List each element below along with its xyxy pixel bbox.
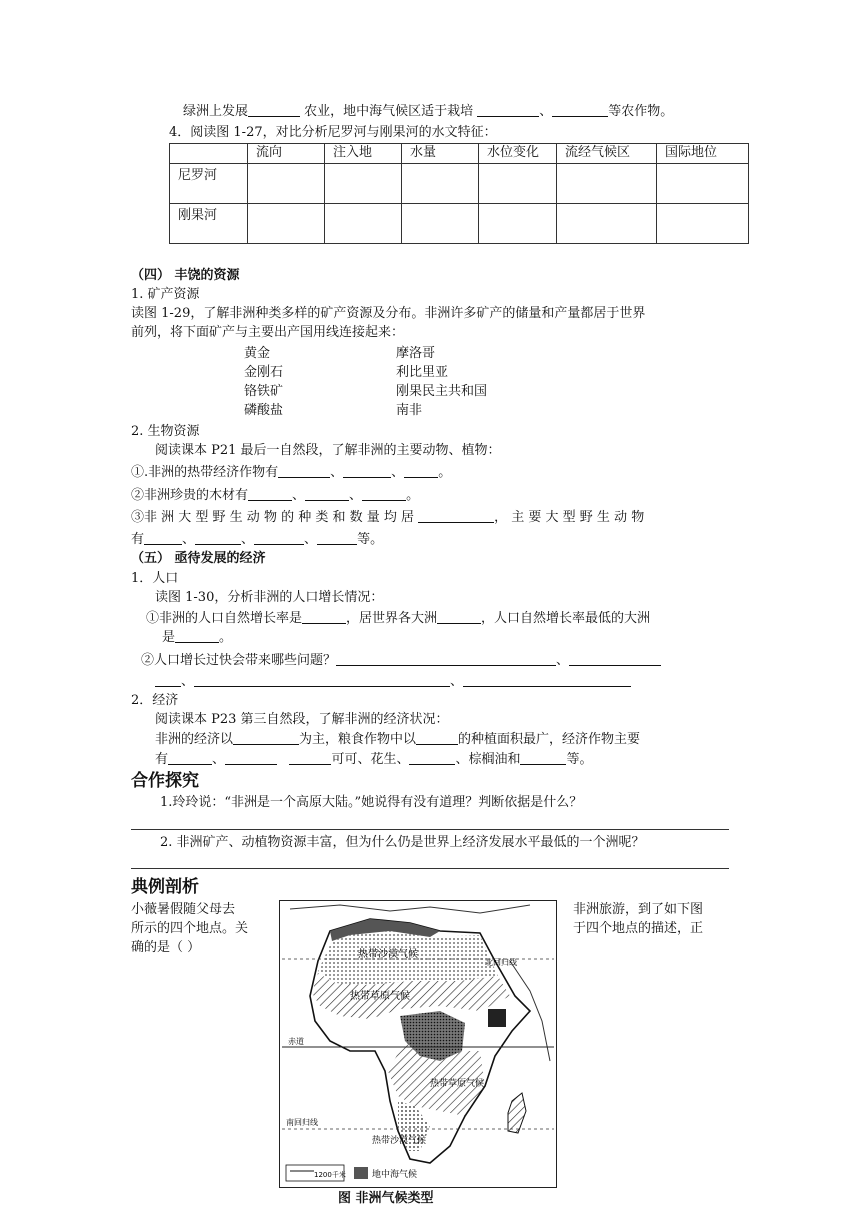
- blank-input[interactable]: [418, 509, 494, 523]
- figure-caption: 图 非洲气候类型: [338, 1191, 434, 1206]
- blank-input[interactable]: [477, 103, 539, 117]
- answer-line[interactable]: [131, 868, 729, 869]
- blank-input[interactable]: [437, 610, 481, 624]
- table-header-cell: 水量: [402, 144, 479, 164]
- country-item: 利比里亚: [396, 365, 449, 380]
- table-header-cell: 水位变化: [479, 144, 557, 164]
- text-fragment: ， 主 要 大 型 野 生 动 物: [494, 510, 645, 525]
- text-fragment: 等农作物。: [608, 104, 674, 119]
- table-cell[interactable]: [557, 164, 657, 204]
- section-title: （四） 丰饶的资源: [131, 268, 240, 283]
- circled-one-marker: ①: [131, 465, 145, 480]
- table-header-cell: [170, 144, 248, 164]
- bio-question-3-cont: 有 、 、 、 等。: [131, 532, 384, 547]
- example-text: 小薇暑假随父母去: [131, 902, 236, 917]
- text-fragment: ，人口自然增长率最低的大洲: [481, 611, 651, 626]
- subheading: 1．人口: [131, 571, 179, 586]
- economy-line-2: 有 、 可可、花生、 、棕榈油和 等。: [155, 752, 593, 767]
- blank-input[interactable]: [155, 673, 181, 687]
- population-question-1-cont: 是 。: [162, 630, 233, 645]
- mineral-item: 磷酸盐: [244, 403, 284, 418]
- circled-two-marker: ②: [141, 653, 155, 668]
- blank-input[interactable]: [343, 464, 391, 478]
- bio-question-3: [131, 509, 644, 527]
- bio-question-1: ①.非洲的热带经济作物有 、 、 。: [131, 465, 452, 480]
- example-text: 所示的四个地点。关: [131, 921, 249, 936]
- blank-input[interactable]: [409, 751, 455, 765]
- text-fragment: ，居世界各大洲: [346, 611, 438, 626]
- text-fragment: 绿洲上发展: [183, 104, 249, 119]
- blank-input[interactable]: [248, 487, 292, 501]
- text-fragment: 非洲珍贵的木材有: [144, 488, 249, 503]
- table-row-label: 刚果河: [170, 204, 248, 244]
- blank-input[interactable]: [195, 531, 241, 545]
- text-fragment: 有: [131, 532, 145, 547]
- blank-input[interactable]: [416, 731, 458, 745]
- desert-label-south: 热带沙漠气候: [372, 1136, 427, 1146]
- blank-input[interactable]: [225, 751, 277, 765]
- circled-two-marker: ②: [131, 488, 145, 503]
- text-fragment: 、: [539, 104, 553, 119]
- text-fragment: 是: [162, 630, 176, 645]
- table-cell[interactable]: [402, 204, 479, 244]
- madagascar: [508, 1093, 526, 1133]
- text-fragment: 非 洲 大 型 野 生 动 物 的 种 类 和 数 量 均 居: [144, 510, 419, 525]
- legend-swatch: [354, 1167, 368, 1179]
- tropic-south-label: 南回归线: [286, 1118, 318, 1127]
- country-item: 摩洛哥: [396, 346, 436, 361]
- text-fragment: 非洲的经济以: [155, 732, 234, 747]
- text-fragment: 农业，地中海气候区适于栽培: [300, 104, 478, 119]
- equator-label: 赤道: [288, 1037, 304, 1046]
- table-header-cell: 注入地: [325, 144, 402, 164]
- desert-label-north: 热带沙漠气候: [358, 949, 418, 960]
- blank-input[interactable]: [569, 652, 661, 666]
- text-fragment: 等。: [566, 752, 593, 767]
- mineral-item: 金刚石: [244, 365, 284, 380]
- paragraph: 阅读课本 P23 第三自然段，了解非洲的经济状况：: [155, 712, 449, 727]
- subheading: 2．经济: [131, 693, 179, 708]
- population-question-2: ②人口增长过快会带来哪些问题？ 、: [141, 652, 661, 670]
- country-item: 刚果民主共和国: [396, 384, 488, 399]
- blank-input[interactable]: [362, 487, 406, 501]
- section-title: （五） 亟待发展的经济: [131, 551, 266, 566]
- text-fragment: 为主，粮食作物中以: [299, 732, 417, 747]
- table-cell[interactable]: [479, 204, 557, 244]
- subheading: 2. 生物资源: [131, 424, 200, 439]
- paragraph: 读图 1-29，了解非洲种类多样的矿产资源及分布。非洲许多矿产的储量和产量都居于世界: [131, 306, 646, 321]
- subheading: 1. 矿产资源: [131, 287, 200, 302]
- blank-input[interactable]: [336, 652, 556, 666]
- table-header-cell: 流经气候区: [557, 144, 657, 164]
- example-text: 非洲旅游，到了如下图: [573, 902, 704, 917]
- mineral-item: 黄金: [244, 346, 271, 361]
- blank-input[interactable]: [404, 464, 438, 478]
- savanna-label: 热带草原气候: [350, 991, 410, 1002]
- answer-line[interactable]: [131, 829, 729, 830]
- table-header-cell: 国际地位: [657, 144, 749, 164]
- africa-map-drawing: [280, 901, 556, 1187]
- circled-three-marker: ③: [131, 510, 145, 525]
- text-fragment: 、棕榈油和: [455, 752, 521, 767]
- blank-input[interactable]: [289, 751, 331, 765]
- tropic-north-label: 北回归线: [485, 958, 517, 967]
- blank-input[interactable]: [175, 629, 219, 643]
- highland-zone: [488, 1009, 506, 1027]
- savanna-south-label: 热带草原气候: [430, 1079, 485, 1089]
- blank-input[interactable]: [144, 531, 182, 545]
- text-fragment: 的种植面积最广，经济作物主要: [458, 732, 641, 747]
- text-fragment: .非洲的热带经济作物有: [144, 465, 279, 480]
- table-cell[interactable]: [325, 164, 402, 204]
- table-cell[interactable]: [325, 204, 402, 244]
- example-text: 于四个地点的描述，正: [573, 921, 704, 936]
- population-question-1: [146, 610, 650, 628]
- north-coast-line: [290, 905, 530, 913]
- blank-input[interactable]: [168, 751, 212, 765]
- blank-input[interactable]: [194, 673, 450, 687]
- blank-input[interactable]: [317, 531, 357, 545]
- example-heading: 典例剖析: [131, 877, 199, 897]
- text-fragment: 有: [155, 752, 169, 767]
- blank-input[interactable]: [248, 103, 300, 117]
- river-comparison-table: [169, 143, 749, 244]
- blank-input[interactable]: [254, 531, 304, 545]
- example-text: 确的是（ ）: [131, 940, 201, 955]
- blank-input[interactable]: [520, 751, 566, 765]
- scale-label: 1200千米: [314, 1171, 346, 1179]
- country-item: 南非: [396, 403, 423, 418]
- table-cell[interactable]: [248, 164, 325, 204]
- text-fragment: 非洲的人口自然增长率是: [159, 611, 303, 626]
- table-cell[interactable]: [657, 204, 749, 244]
- table-cell[interactable]: [402, 164, 479, 204]
- blank-input[interactable]: [463, 673, 631, 687]
- table-cell[interactable]: [248, 204, 325, 244]
- crop-line: [183, 103, 673, 121]
- blank-input[interactable]: [552, 103, 608, 117]
- population-question-2-cont: 、 、: [155, 673, 631, 691]
- mineral-item: 铬铁矿: [244, 384, 284, 399]
- cooperation-heading: 合作探究: [131, 771, 199, 791]
- blank-input[interactable]: [302, 610, 346, 624]
- bio-question-2: ②非洲珍贵的木材有 、 、 。: [131, 488, 420, 503]
- table-cell[interactable]: [657, 164, 749, 204]
- africa-climate-map: [279, 900, 557, 1188]
- coop-question-1: 1.玲玲说：“非洲是一个高原大陆。”她说得有没有道理？判断依据是什么？: [160, 795, 583, 810]
- table-header-cell: 流向: [248, 144, 325, 164]
- paragraph: 读图 1-30，分析非洲的人口增长情况：: [155, 590, 384, 605]
- paragraph: 阅读课本 P21 最后一自然段，了解非洲的主要动物、植物：: [155, 443, 501, 458]
- blank-input[interactable]: [233, 731, 299, 745]
- table-row-label: 尼罗河: [170, 164, 248, 204]
- text-fragment: 人口增长过快会带来哪些问题？: [154, 653, 337, 668]
- question-4: 4．阅读图 1-27，对比分析尼罗河与刚果河的水文特征：: [169, 125, 497, 140]
- text-fragment: 等。: [357, 532, 384, 547]
- legend-label: 地中海气候: [372, 1170, 418, 1180]
- circled-one-marker: ①: [146, 611, 160, 626]
- table-cell[interactable]: [479, 164, 557, 204]
- blank-input[interactable]: [278, 464, 330, 478]
- text-fragment: 可可、花生、: [331, 752, 410, 767]
- economy-line-1: [155, 731, 640, 749]
- table-cell[interactable]: [557, 204, 657, 244]
- coop-question-2: 2. 非洲矿产、动植物资源丰富，但为什么仍是世界上经济发展水平最低的一个洲呢？: [160, 835, 645, 850]
- blank-input[interactable]: [305, 487, 349, 501]
- paragraph: 前列，将下面矿产与主要出产国用线连接起来：: [131, 325, 405, 340]
